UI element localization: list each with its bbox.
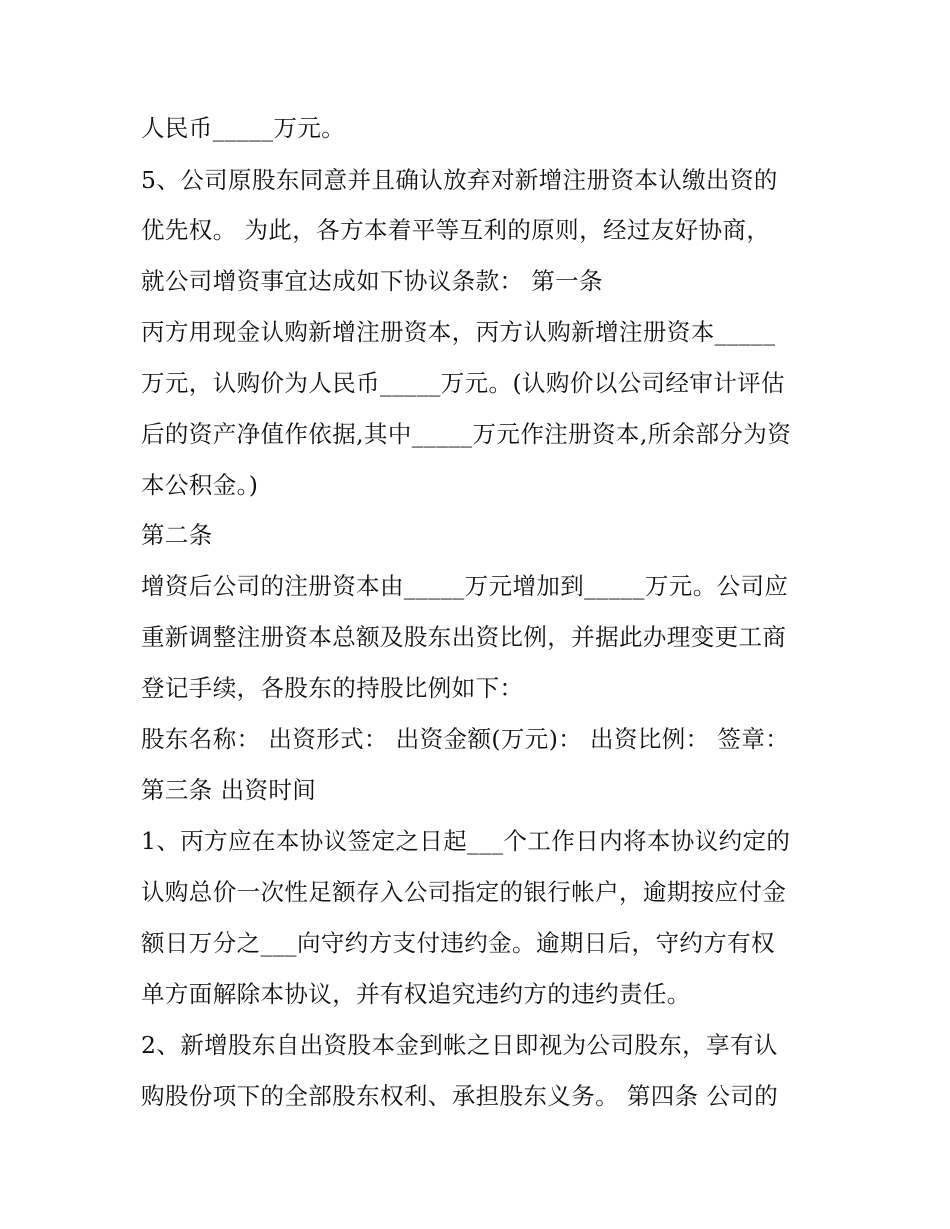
text-line: 万元，认购价为人民币_____万元。(认购价以公司经审计评估 — [141, 369, 785, 397]
text-line: 人民币_____万元。 — [141, 114, 346, 142]
text-line: 就公司增资事宜达成如下协议条款： 第一条 — [141, 267, 603, 295]
text-line: 丙方用现金认购新增注册资本，丙方认购新增注册资本_____ — [141, 318, 776, 346]
text-line: 单方面解除本协议，并有权追究违约方的违约责任。 — [141, 980, 691, 1008]
text-line: 重新调整注册资本总额及股东出资比例，并据此办理变更工商 — [141, 623, 787, 651]
text-line: 后的资产净值作依据,其中_____万元作注册资本,所余部分为资 — [141, 420, 792, 448]
shareholder-table-header: 股东名称： 出资形式： 出资金额(万元)： 出资比例： 签章： — [141, 725, 790, 753]
text-line: 额日万分之___向守约方支付违约金。逾期日后，守约方有权 — [141, 929, 775, 957]
text-line: 购股份项下的全部股东权利、承担股东义务。 第四条 公司的 — [141, 1082, 779, 1110]
section-heading: 第三条 出资时间 — [141, 776, 317, 804]
text-line: 登记手续，各股东的持股比例如下： — [141, 674, 524, 702]
text-line: 本公积金。) — [141, 471, 259, 499]
section-heading: 第二条 — [141, 521, 213, 549]
text-line: 认购总价一次性足额存入公司指定的银行帐户，逾期按应付金 — [141, 878, 787, 906]
text-line: 5、公司原股东同意并且确认放弃对新增注册资本认缴出资的 — [141, 166, 778, 194]
text-line: 1、丙方应在本协议签定之日起___个工作日内将本协议约定的 — [141, 827, 791, 855]
text-line: 优先权。 为此，各方本着平等互利的原则，经过友好协商， — [141, 216, 771, 244]
text-line: 增资后公司的注册资本由_____万元增加到_____万元。公司应 — [141, 572, 789, 600]
text-line: 2、新增股东自出资股本金到帐之日即视为公司股东，享有认 — [141, 1031, 778, 1059]
